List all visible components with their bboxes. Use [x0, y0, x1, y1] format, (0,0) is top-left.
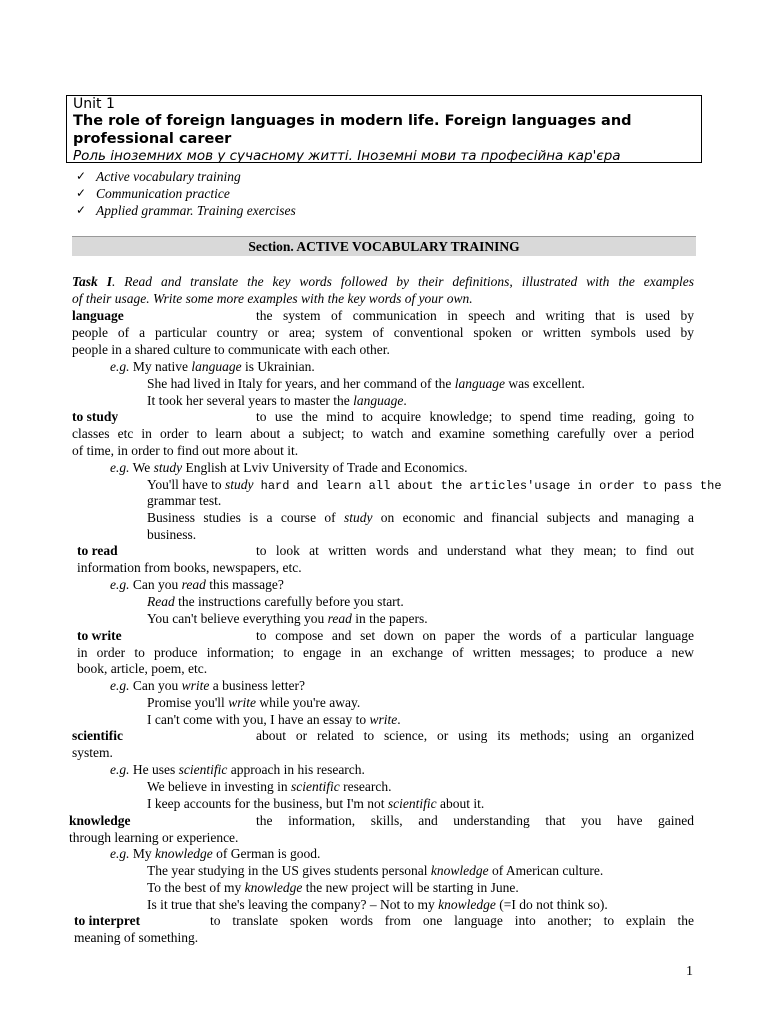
- term-to-interpret: to interpret: [74, 913, 141, 928]
- example-line: I can't come with you, I have an essay to write.: [147, 712, 401, 727]
- example-line: Business studies is a course of study on economic and financial subjects and managing a: [147, 510, 695, 525]
- example-line: grammar test.: [147, 493, 222, 508]
- example-line: I keep accounts for the business, but I'm not scientific about it.: [147, 796, 485, 811]
- definition-line: to look at written words and understand what they mean; to find out: [256, 543, 694, 558]
- unit-checklist: [76, 168, 296, 219]
- definition-line: meaning of something.: [74, 930, 199, 945]
- checklist-item: ✓ Communication practice: [76, 186, 230, 201]
- example-line: e.g. He uses scientific approach in his research.: [110, 762, 365, 777]
- definition-line: to translate spoken words from one language into another; to explain the: [210, 913, 694, 928]
- definition-line: people of a particular country or area; system of conventional spoken or written symbols used by: [72, 325, 694, 340]
- example-line: Read the instructions carefully before you start.: [147, 594, 404, 609]
- term-scientific: scientific: [72, 728, 123, 743]
- definition-line: in order to produce information; to engage in an exchange of written messages; to produce a new: [77, 645, 694, 660]
- unit-header-box: [66, 95, 702, 163]
- example-line: To the best of my knowledge the new project will be starting in June.: [147, 880, 519, 895]
- example-line: It took her several years to master the language.: [147, 393, 407, 408]
- unit-subtitle: Роль іноземних мов у сучасному житті. Іноземні мови та професійна кар'єра: [73, 148, 621, 164]
- checkmark-icon: ✓: [76, 203, 87, 217]
- example-line: e.g. Can you write a business letter?: [110, 678, 305, 693]
- example-line: Promise you'll write while you're away.: [147, 695, 361, 710]
- example-line: She had lived in Italy for years, and her command of the language was excellent.: [147, 376, 585, 391]
- task-instruction-line1: Task I. Read and translate the key words followed by their definitions, illustrated with the examples: [72, 274, 695, 289]
- task-instruction-line2: of their usage. Write some more examples with the key words of your own.: [72, 291, 473, 306]
- checklist-item: ✓ Active vocabulary training: [76, 169, 241, 184]
- term-language: language: [72, 308, 124, 323]
- page-number: 1: [686, 964, 693, 979]
- definition-line: through learning or experience.: [69, 830, 239, 845]
- example-line: You can't believe everything you read in the papers.: [147, 611, 428, 626]
- term-to-study: to study: [72, 409, 119, 424]
- definition-line: the information, skills, and understanding that you have gained: [256, 813, 694, 828]
- example-line: e.g. My knowledge of German is good.: [110, 846, 321, 861]
- definition-line: people in a shared culture to communicate with each other.: [72, 342, 390, 357]
- example-line: e.g. My native language is Ukrainian.: [110, 359, 315, 374]
- term-to-read: to read: [77, 543, 118, 558]
- unit-title-line1: The role of foreign languages in modern life. Foreign languages and: [73, 113, 632, 129]
- example-line: You'll have to study hard and learn all about the articles'usage in order to pass the: [147, 477, 722, 493]
- term-to-write: to write: [77, 628, 122, 643]
- example-line: We believe in investing in scientific research.: [147, 779, 392, 794]
- example-line: e.g. We study English at Lviv University of Trade and Economics.: [110, 460, 468, 475]
- definition-line: the system of communication in speech and writing that is used by: [256, 308, 694, 323]
- example-line: business.: [147, 527, 197, 542]
- definition-line: to compose and set down on paper the words of a particular language: [256, 628, 694, 643]
- definition-line: to use the mind to acquire knowledge; to spend time reading, going to: [256, 409, 694, 424]
- unit-title-line2: professional career: [73, 130, 232, 147]
- example-line: Is it true that she's leaving the company? – Not to my knowledge (=I do not think so).: [147, 897, 608, 912]
- definition-line: information from books, newspapers, etc.: [77, 560, 302, 575]
- section-heading: Section. ACTIVE VOCABULARY TRAINING: [72, 236, 696, 256]
- checkmark-icon: ✓: [76, 186, 87, 200]
- definition-line: system.: [72, 745, 113, 760]
- definition-line: about or related to science, or using its methods; using an organized: [256, 728, 694, 743]
- checklist-item: ✓ Applied grammar. Training exercises: [76, 203, 296, 218]
- definition-line: book, article, poem, etc.: [77, 661, 208, 676]
- checkmark-icon: ✓: [76, 169, 87, 183]
- example-line: The year studying in the US gives students personal knowledge of American culture.: [147, 863, 604, 878]
- definition-line: classes etc in order to learn about a subject; to watch and examine something carefully over a period: [72, 426, 694, 441]
- term-knowledge: knowledge: [69, 813, 131, 828]
- example-line: e.g. Can you read this massage?: [110, 577, 284, 592]
- definition-line: of time, in order to find out more about it.: [72, 443, 299, 458]
- unit-label: Unit 1: [73, 96, 115, 112]
